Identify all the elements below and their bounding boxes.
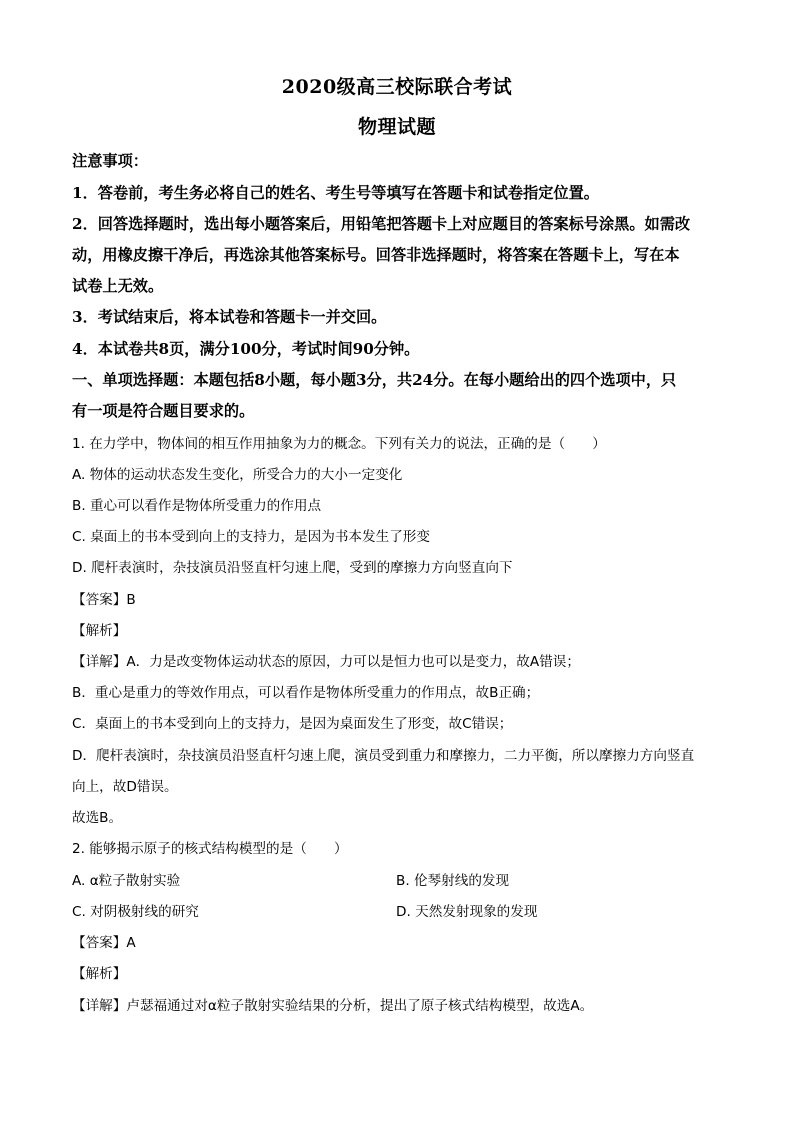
notice-item: 试卷上无效。	[72, 277, 164, 295]
question-1-option-a: A. 物体的运动状态发生变化，所受合力的大小一定变化	[72, 467, 403, 483]
exam-title: 2020级高三校际联合考试	[281, 76, 513, 98]
question-2-detail: 【详解】卢瑟福通过对α粒子散射实验结果的分析，提出了原子核式结构模型，故选A。	[72, 998, 594, 1014]
notice-item: 2．回答选择题时，选出每小题答案后，用铅笔把答题卡上对应题目的答案标号涂黑。如需改	[72, 215, 691, 233]
notice-heading: 注意事项：	[72, 152, 148, 170]
question-1-option-b: B. 重心可以看作是物体所受重力的作用点	[72, 498, 322, 514]
section-heading-cont: 有一项是符合题目要求的。	[72, 402, 255, 420]
question-1-detail: D．爬杆表演时，杂技演员沿竖直杆匀速上爬，演员受到重力和摩擦力，二力平衡，所以摩擦力方向竖直	[72, 748, 695, 764]
question-1-stem: 1. 在力学中，物体间的相互作用抽象为力的概念。下列有关力的说法，正确的是（ ）	[72, 436, 606, 452]
notice-item: 4．本试卷共8页，满分100分，考试时间90分钟。	[72, 340, 420, 358]
notice-item: 1．答卷前，考生务必将自己的姓名、考生号等填写在答题卡和试卷指定位置。	[72, 184, 599, 202]
question-1-detail: B．重心是重力的等效作用点，可以看作是物体所受重力的作用点，故B正确；	[72, 685, 540, 701]
question-1-option-c: C. 桌面上的书本受到向上的支持力，是因为书本发生了形变	[72, 529, 430, 545]
question-2-analysis-tag: 【解析】	[72, 966, 127, 982]
question-1-conclusion: 故选B。	[72, 810, 123, 826]
notice-item: 3．考试结束后，将本试卷和答题卡一并交回。	[72, 308, 387, 326]
exam-subtitle: 物理试题	[357, 116, 436, 138]
question-1-answer: 【答案】B	[72, 592, 136, 608]
question-1-detail: C．桌面上的书本受到向上的支持力，是因为桌面发生了形变，故C错误；	[72, 716, 513, 732]
question-2-stem: 2. 能够揭示原子的核式结构模型的是（ ）	[72, 841, 348, 857]
question-2-answer: 【答案】A	[72, 935, 136, 951]
question-1-detail: 向上，故D错误。	[72, 779, 178, 795]
question-2-option-b: B. 伦琴射线的发现	[396, 873, 510, 889]
section-heading: 一、单项选择题：本题包括8小题，每小题3分，共24分。在每小题给出的四个选项中，只	[72, 371, 677, 389]
question-2-option-d: D. 天然发射现象的发现	[396, 904, 538, 920]
question-1-detail: 【详解】A．力是改变物体运动状态的原因，力可以是恒力也可以是变力，故A错误；	[72, 654, 580, 670]
notice-item: 动，用橡皮擦干净后，再选涂其他答案标号。回答非选择题时，将答案在答题卡上，写在本	[72, 246, 680, 264]
question-1-analysis-tag: 【解析】	[72, 623, 127, 639]
question-1-option-d: D. 爬杆表演时，杂技演员沿竖直杆匀速上爬，受到的摩擦力方向竖直向下	[72, 560, 513, 576]
question-2-option-c: C. 对阴极射线的研究	[72, 904, 199, 920]
question-2-option-a: A. α粒子散射实验	[72, 873, 181, 889]
